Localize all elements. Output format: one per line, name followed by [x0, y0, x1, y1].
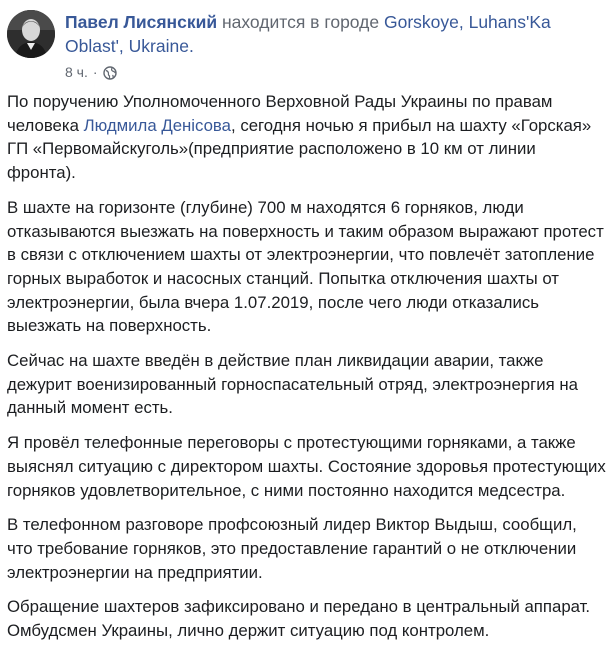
post-paragraph: В телефонном разговоре профсоюзный лидер Виктор Выдыш, сообщил, что требование горняков, это предоставление гарантий о не отключении электроэнергии на предприятии. [7, 515, 577, 582]
post-header [0, 0, 611, 88]
post-header-text [65, 10, 605, 58]
post-paragraph: Обращение шахтеров зафиксировано и передано в центральный аппарат. Омбудсмен Украины, лично держит ситуацию под контролем. [7, 597, 591, 641]
post-meta [65, 62, 117, 82]
post-paragraph: Я провёл телефонные переговоры с протестующими горняками, а также выяснял ситуацию с директором шахты. Состояние здоровья протестующих горняков удовлетворительное, с ними постоянно находится медсестра. [7, 433, 606, 500]
checkin-text: находится в городе [221, 12, 380, 32]
author-name[interactable]: Павел Лисянский [65, 12, 218, 32]
paragraph-text: По поручению Уполномоченного Верховной Рады Украины по правам человека [7, 92, 553, 135]
globe-icon[interactable] [103, 65, 117, 79]
post-paragraph: Сейчас на шахте введён в действие план ликвидации аварии, также дежурит военизированный горноспасательный отряд, электроэнергия на данный момент есть. [7, 351, 578, 418]
paragraph-text: , сегодня ночью я прибыл на шахту «Горская» ГП «Первомайскуголь»(предприятие расположено в 10 км от линии фронта). [7, 115, 592, 183]
post-paragraph: В шахте на горизонте (глубине) 700 м находятся 6 горняков, люди отказываются выезжать на поверхность и таким образом выражают протест в связи с отключением шахты от электроэнергии, что повлечёт затопление горных выработок и насосных станций. Попытка отключения шахты от электроэнергии, была вчера 1.07.2019, после чего люди отказались выезжать на поверхность. [7, 197, 604, 336]
location-link[interactable]: Gorskoye, Luhans'Ka Oblast', Ukraine. [65, 12, 551, 56]
post-paragraph [7, 90, 607, 185]
avatar-photo [7, 10, 55, 58]
post-timestamp[interactable]: 8 ч. [65, 64, 88, 80]
avatar[interactable] [7, 10, 55, 58]
post-body [7, 90, 607, 654]
mention-link[interactable]: Людмила Денісова [83, 115, 231, 135]
meta-separator: · [92, 64, 98, 80]
